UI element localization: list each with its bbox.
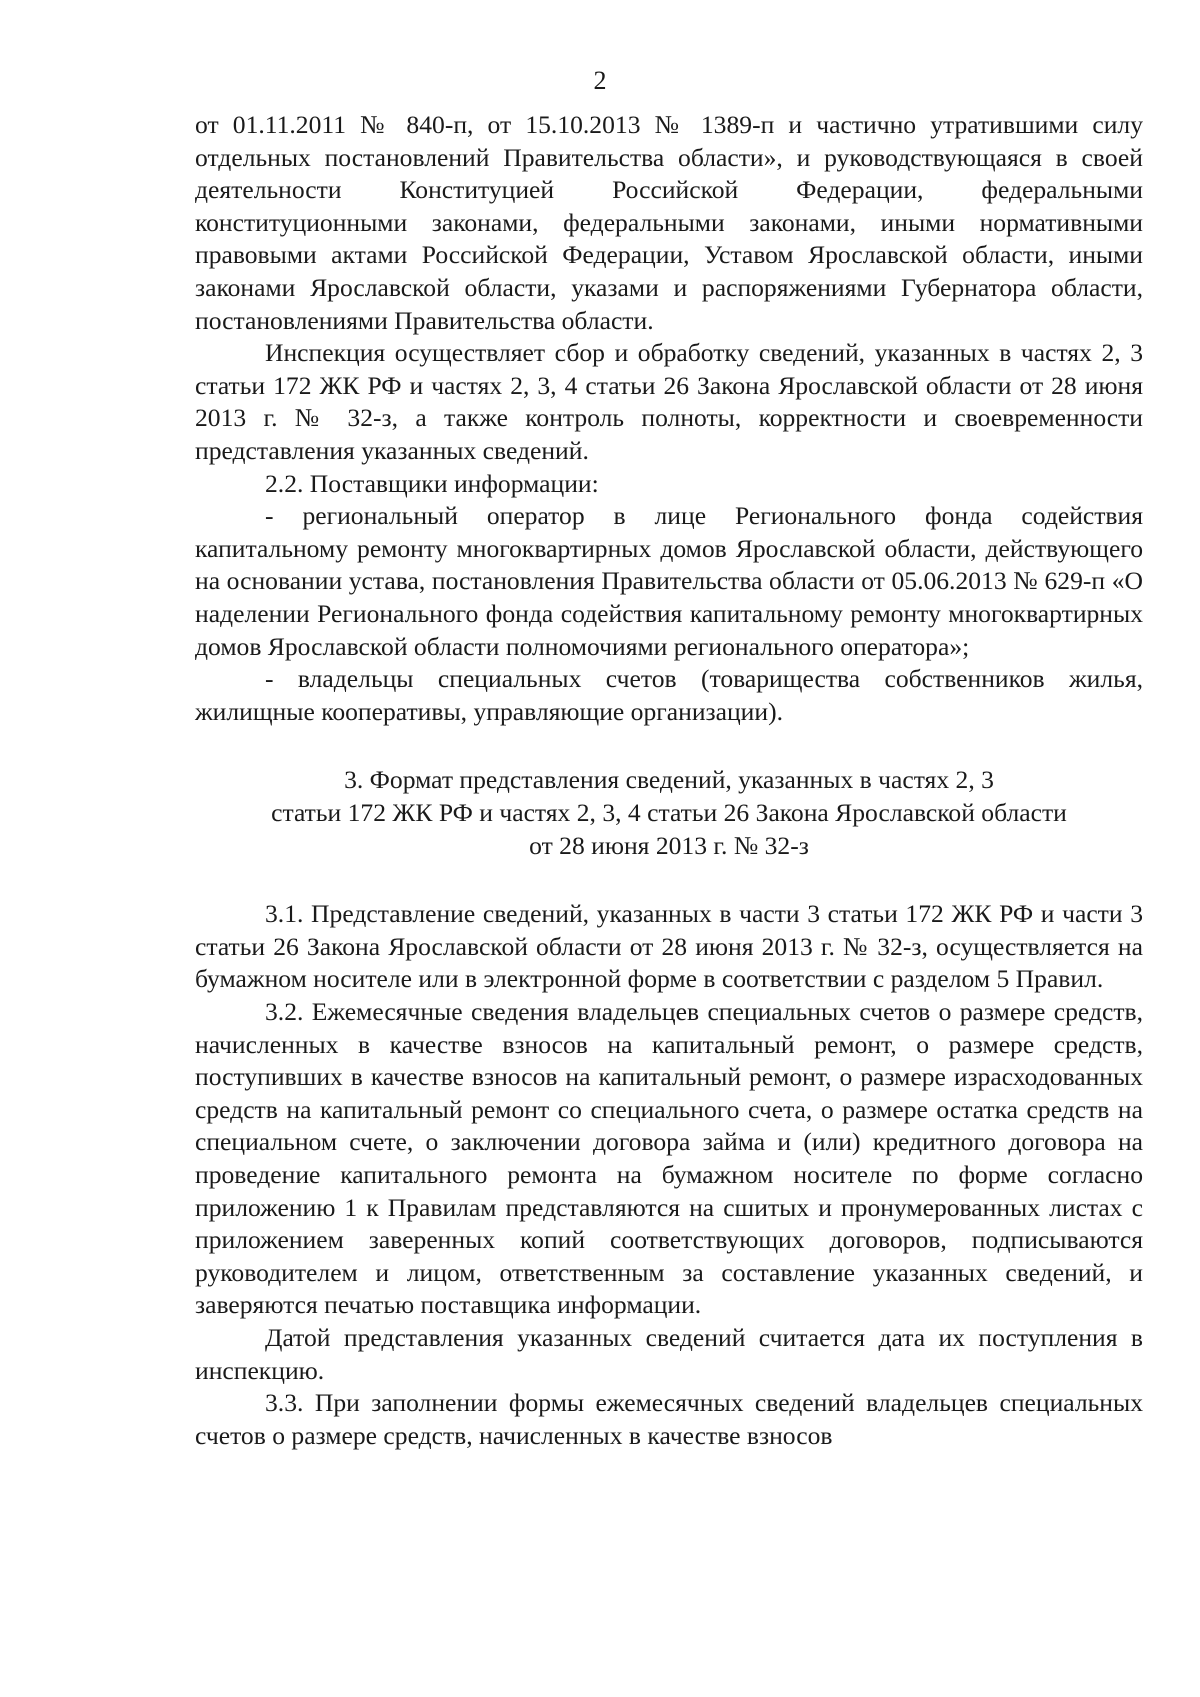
paragraph-regional-operator: - региональный оператор в лице Регионального фонда содействия капитальному ремонту многоквартирных домов Ярославской области, действующего на основании устава, постановления Правительства области от 05.06.2013 № 629-п «О наделении Регионального фонда содействия капитальному ремонту многоквартирных домов Ярославской области полномочиями регионального оператора»; <box>195 501 1143 661</box>
page-number: 2 <box>593 66 607 95</box>
paragraph-legal-basis: от 01.11.2011 № 840-п, от 15.10.2013 № 1389-п и частично утратившими силу отдельных постановлений Правительства области», и руководствующаяся в своей деятельности Конституцией Российской Федерации, федеральными конституционными законами, федеральными законами, иными нормативными правовыми актами Российской Федерации, Уставом Ярославской области, иными законами Ярославской области, указами и распоряжениями Губернатора области, постановлениями Правительства области. <box>195 110 1143 335</box>
paragraph-3-1: 3.1. Представление сведений, указанных в части 3 статьи 172 ЖК РФ и части 3 статьи 26 Закона Ярославской области от 28 июня 2013 г. № 32-з, осуществляется на бумажном носителе или в электронной форме в соответствии с разделом 5 Правил. <box>195 899 1143 994</box>
section-heading-line-2: статьи 172 ЖК РФ и частях 2, 3, 4 статьи 26 Закона Ярославской области <box>271 798 1067 828</box>
paragraph-suppliers-heading: 2.2. Поставщики информации: <box>265 468 599 498</box>
paragraph-3-2: 3.2. Ежемесячные сведения владельцев специальных счетов о размере средств, начисленных в качестве взносов на капитальный ремонт, о размере средств, поступивших в качестве взносов на капитальный ремонт, о размере израсходованных средств на капитальный ремонт со специального счета, о размере остатка средств на специальном счете, о заключении договора займа и (или) кредитного договора на проведение капитального ремонта на бумажном носителе по форме согласно приложению 1 к Правилам представляются на сшитых и пронумерованных листах с приложением заверенных копий соответствующих договоров, подписываются руководителем и лицом, ответственным за составление указанных сведений, и заверяются печатью поставщика информации. <box>195 997 1143 1320</box>
paragraph-submission-date: Датой представления указанных сведений считается дата их поступления в инспекцию. <box>195 1323 1143 1385</box>
paragraph-3-3: 3.3. При заполнении формы ежемесячных сведений владельцев специальных счетов о размере средств, начисленных в качестве взносов <box>195 1388 1143 1450</box>
section-heading <box>195 763 1143 862</box>
paragraph-special-accounts-owners: - владельцы специальных счетов (товарищества собственников жилья, жилищные кооперативы, управляющие организации). <box>195 664 1143 726</box>
paragraph-inspection-duties: Инспекция осуществляет сбор и обработку сведений, указанных в частях 2, 3 статьи 172 ЖК РФ и частях 2, 3, 4 статьи 26 Закона Ярославской области от 28 июня 2013 г. № 32-з, а также контроль полноты, корректности и своевременности представления указанных сведений. <box>195 338 1143 465</box>
section-heading-line-1: 3. Формат представления сведений, указанных в частях 2, 3 <box>344 765 994 795</box>
section-heading-line-3: от 28 июня 2013 г. № 32-з <box>529 831 809 861</box>
document-body <box>195 109 1143 1452</box>
